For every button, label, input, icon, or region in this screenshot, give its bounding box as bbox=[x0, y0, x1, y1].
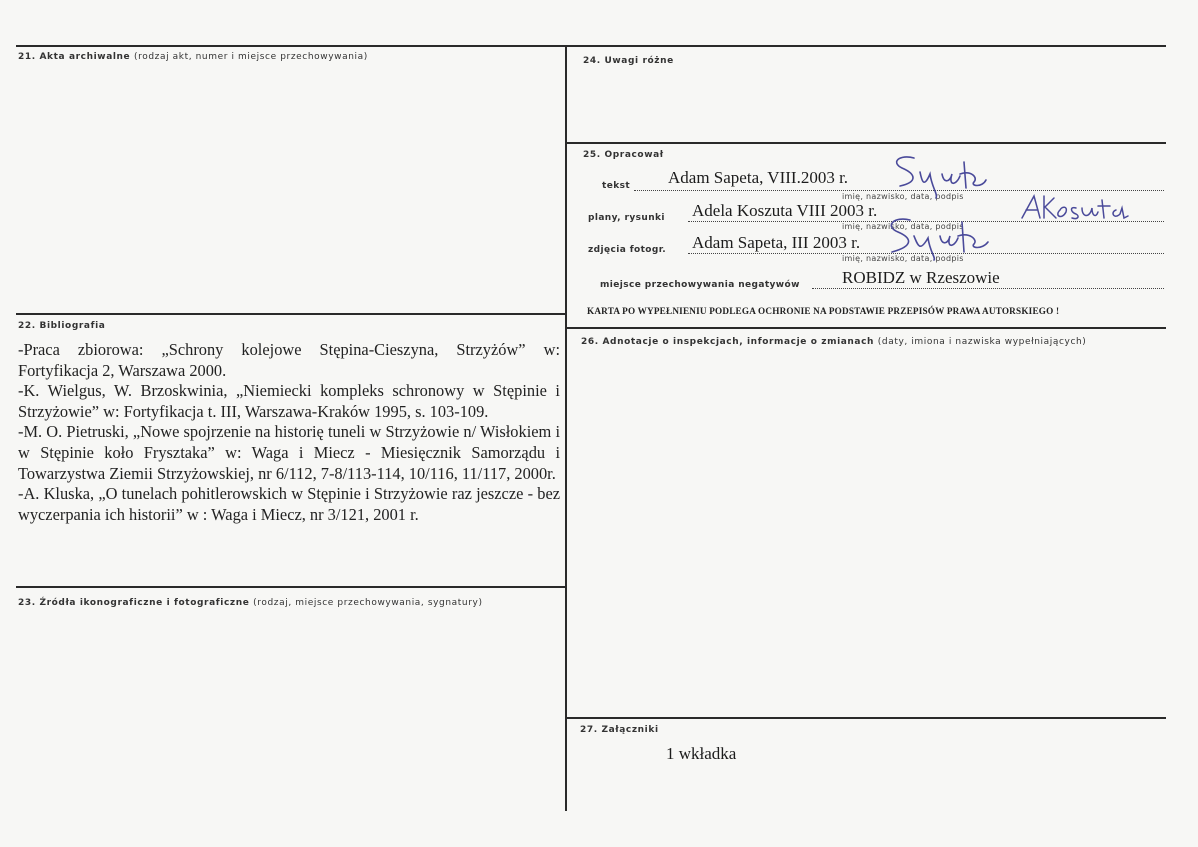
rule-22 bbox=[16, 313, 566, 315]
plany-caption: imię, nazwisko, data, podpis bbox=[842, 222, 964, 231]
negatywy-value: ROBIDZ w Rzeszowie bbox=[842, 268, 1000, 287]
zdjecia-value: Adam Sapeta, III 2003 r. bbox=[692, 233, 861, 252]
bibliography-text bbox=[18, 340, 560, 525]
plany-label: plany, rysunki bbox=[588, 213, 665, 223]
section-24-label bbox=[583, 56, 674, 66]
section-26-number: 26. bbox=[581, 337, 599, 347]
section-26-subtitle: (daty, imiona i nazwiska wypełniających) bbox=[877, 337, 1087, 347]
negatywy-dotted-line bbox=[812, 288, 1164, 289]
section-25-label bbox=[583, 150, 664, 160]
rule-26 bbox=[566, 327, 1166, 329]
top-rule bbox=[16, 45, 1166, 47]
rule-27 bbox=[566, 717, 1166, 719]
section-23-subtitle: (rodzaj, miejsce przechowywania, sygnatury) bbox=[253, 598, 483, 608]
section-23-title: Źródła ikonograficzne i fotograficzne bbox=[39, 598, 250, 608]
section-23-number: 23. bbox=[18, 598, 36, 608]
bibliography-entry: -K. Wielgus, W. Brzoskwinia, „Niemiecki kompleks schronowy w Stępinie i Strzyżowie” w: Fortyfikacja t. III, Warszawa-Kraków 1995, s. 103-109. bbox=[18, 381, 560, 421]
section-21-title: Akta archiwalne bbox=[39, 52, 131, 62]
bibliography-entry: -Praca zbiorowa: „Schrony kolejowe Stępina-Cieszyna, Strzyżów” w: Fortyfikacja 2, Warszawa 2000. bbox=[18, 340, 560, 380]
section-21-number: 21. bbox=[18, 52, 36, 62]
zdjecia-caption: imię, nazwisko, data, podpis bbox=[842, 254, 964, 263]
copyright-notice: KARTA PO WYPEŁNIENIU PODLEGA OCHRONIE NA PODSTAWIE PRZEPISÓW PRAWA AUTORSKIEGO ! bbox=[587, 306, 1060, 316]
signature-koszuta bbox=[1020, 192, 1130, 222]
section-25-title: Opracował bbox=[604, 150, 664, 160]
section-27-number: 27. bbox=[580, 725, 598, 735]
section-27-label bbox=[580, 725, 659, 735]
section-21-subtitle: (rodzaj akt, numer i miejsce przechowywania) bbox=[134, 52, 368, 62]
bibliography-entry: -M. O. Pietruski, „Nowe spojrzenie na historię tuneli w Strzyżowie n/ Wisłokiem i w Stępinie koło Frysztaka” w: Waga i Miecz - Miesięcznik Samorządu i Towarzystwa Ziemii Strzyżowskiej, nr 6/112, 7-8/113-114, 10/116, 11/117, 2000r. bbox=[18, 422, 560, 483]
section-23-label bbox=[18, 598, 483, 608]
attachments-value: 1 wkładka bbox=[666, 744, 737, 763]
zdjecia-label: zdjęcia fotogr. bbox=[588, 245, 667, 255]
section-26-label bbox=[581, 337, 1086, 347]
section-25-number: 25. bbox=[583, 150, 601, 160]
signature-sapeta-1 bbox=[886, 152, 996, 200]
center-divider bbox=[565, 46, 567, 811]
tekst-caption: imię, nazwisko, data, podpis bbox=[842, 192, 964, 201]
section-24-number: 24. bbox=[583, 56, 601, 66]
section-22-number: 22. bbox=[18, 321, 36, 331]
section-24-title: Uwagi różne bbox=[604, 56, 674, 66]
section-26-title: Adnotacje o inspekcjach, informacje o zmianach bbox=[602, 337, 875, 347]
section-22-title: Bibliografia bbox=[39, 321, 106, 331]
rule-25 bbox=[566, 142, 1166, 144]
plany-value: Adela Koszuta VIII 2003 r. bbox=[692, 201, 878, 220]
tekst-value: Adam Sapeta, VIII.2003 r. bbox=[668, 168, 849, 187]
section-27-title: Załączniki bbox=[601, 725, 659, 735]
bibliography-entry: -A. Kluska, „O tunelach pohitlerowskich w Stępinie i Strzyżowie raz jeszcze - bez wyczerpania ich historii” w : Waga i Miecz, nr 3/121, 2001 r. bbox=[18, 484, 560, 524]
rule-23 bbox=[16, 586, 566, 588]
negatywy-label: miejsce przechowywania negatywów bbox=[600, 280, 800, 290]
section-22-label bbox=[18, 321, 105, 331]
tekst-label: tekst bbox=[602, 181, 631, 191]
section-21-label bbox=[18, 52, 368, 62]
signature-sapeta-2 bbox=[880, 212, 1000, 262]
